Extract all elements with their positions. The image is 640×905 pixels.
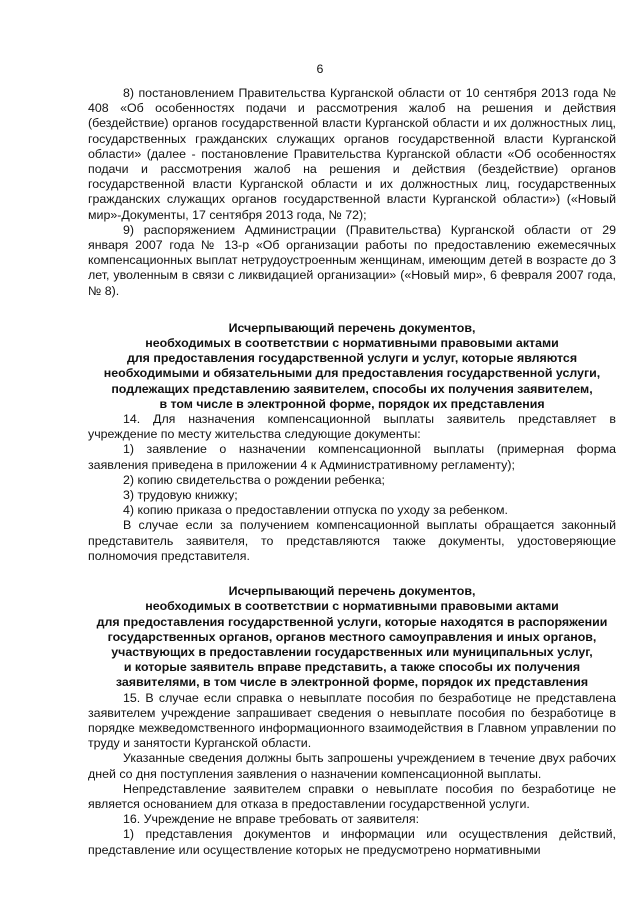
heading-line: необходимыми и обязательными для предоставления государственной услуги,: [103, 366, 601, 381]
section-heading-interagency-documents: [88, 584, 616, 690]
paragraph-item-9: 9) распоряжением Администрации (Правительства) Курганской области от 29 января 2007 года № 13-р «Об организации работы по предоставлению ежемесячных компенсационных выплат нетрудоустроенным женщинам, имеющим детей в возрасте до 3 лет, уволенным в связи с ликвидацией организации» («Новый мир», 6 февраля 2007 года, № 8).: [88, 222, 616, 298]
heading-line: необходимых в соответствии с нормативными правовыми актами: [145, 336, 559, 351]
list-item-document-4: 4) копию приказа о предоставлении отпуска по уходу за ребенком.: [123, 503, 508, 518]
paragraph-15-deadline: Указанные сведения должны быть запрошены учреждением в течение двух рабочих дней со дня поступления заявления о назначении компенсационной выплаты.: [88, 751, 616, 781]
section-heading-required-documents: [88, 321, 616, 412]
paragraph-16-intro: 16. Учреждение не вправе требовать от заявителя:: [123, 812, 420, 827]
paragraph-representative: В случае если за получением компенсационной выплаты обращается законный представитель заявителя, то представляются также документы, удостоверяющие полномочия представителя.: [88, 518, 616, 563]
heading-line: участвующих в предоставлении государственных или муниципальных услуг,: [111, 644, 593, 659]
heading-line: Исчерпывающий перечень документов,: [228, 584, 476, 599]
heading-line: для предоставления государственной услуги и услуг, которые являются: [126, 351, 578, 366]
heading-line: подлежащих представлению заявителем, способы их получения заявителем,: [111, 381, 593, 396]
list-item-document-2: 2) копию свидетельства о рождении ребенка;: [123, 472, 385, 487]
paragraph-15: 15. В случае если справка о невыплате пособия по безработице не представлена заявителем учреждение запрашивает сведения о невыплате пособия по безработице в порядке межведомственного информационного взаимодействия в Главном управлении по труду и занятости Курганской области.: [88, 690, 616, 751]
heading-line: заявителями, в том числе в электронной форме, порядок их представления: [115, 675, 589, 690]
spacer: [88, 299, 616, 321]
paragraph-15-not-grounds: Непредставление заявителем справки о невыплате пособия по безработице не является основанием для отказа в предоставлении государственной услуги.: [88, 781, 616, 811]
heading-line: в том числе в электронной форме, порядок их представления: [159, 396, 545, 411]
page-number: 6: [316, 62, 324, 76]
spacer: [88, 564, 616, 584]
heading-line: Исчерпывающий перечень документов,: [228, 320, 476, 335]
list-item-document-3: 3) трудовую книжку;: [123, 488, 238, 503]
paragraph-14-intro: 14. Для назначения компенсационной выплаты заявитель представляет в учреждение по месту жительства следующие документы:: [88, 412, 616, 442]
heading-line: необходимых в соответствии с нормативными правовыми актами: [145, 599, 559, 614]
list-item-document-1: 1) заявление о назначении компенсационной выплаты (примерная форма заявления приведена в приложении 4 к Административному регламенту);: [88, 442, 616, 472]
paragraph-16-item-1: 1) представления документов и информации или осуществления действий, представление или осуществление которых не предусмотрено нормативными: [88, 827, 616, 857]
heading-line: государственных органов, органов местного самоуправления и иных органов,: [107, 629, 597, 644]
heading-line: и которые заявитель вправе представить, а также способы их получения: [123, 660, 581, 675]
heading-line: для предоставления государственной услуги, которые находятся в распоряжении: [96, 614, 608, 629]
document-body: [88, 86, 616, 858]
paragraph-item-8: 8) постановлением Правительства Курганской области от 10 сентября 2013 года № 408 «Об особенностях подачи и рассмотрения жалоб на решения и действия (бездействие) органов государственной власти Курганской области и их должностных лиц, государственных гражданских служащих органов государственной власти Курганской области» (далее - постановление Правительства Курганской области «Об особенностях подачи и рассмотрения жалоб на решения и действия (бездействие) органов государственной власти Курганской области и их должностных лиц, государственных гражданских служащих органов государственной власти Курганской области») («Новый мир»-Документы, 17 сентября 2013 года, № 72);: [88, 86, 616, 222]
